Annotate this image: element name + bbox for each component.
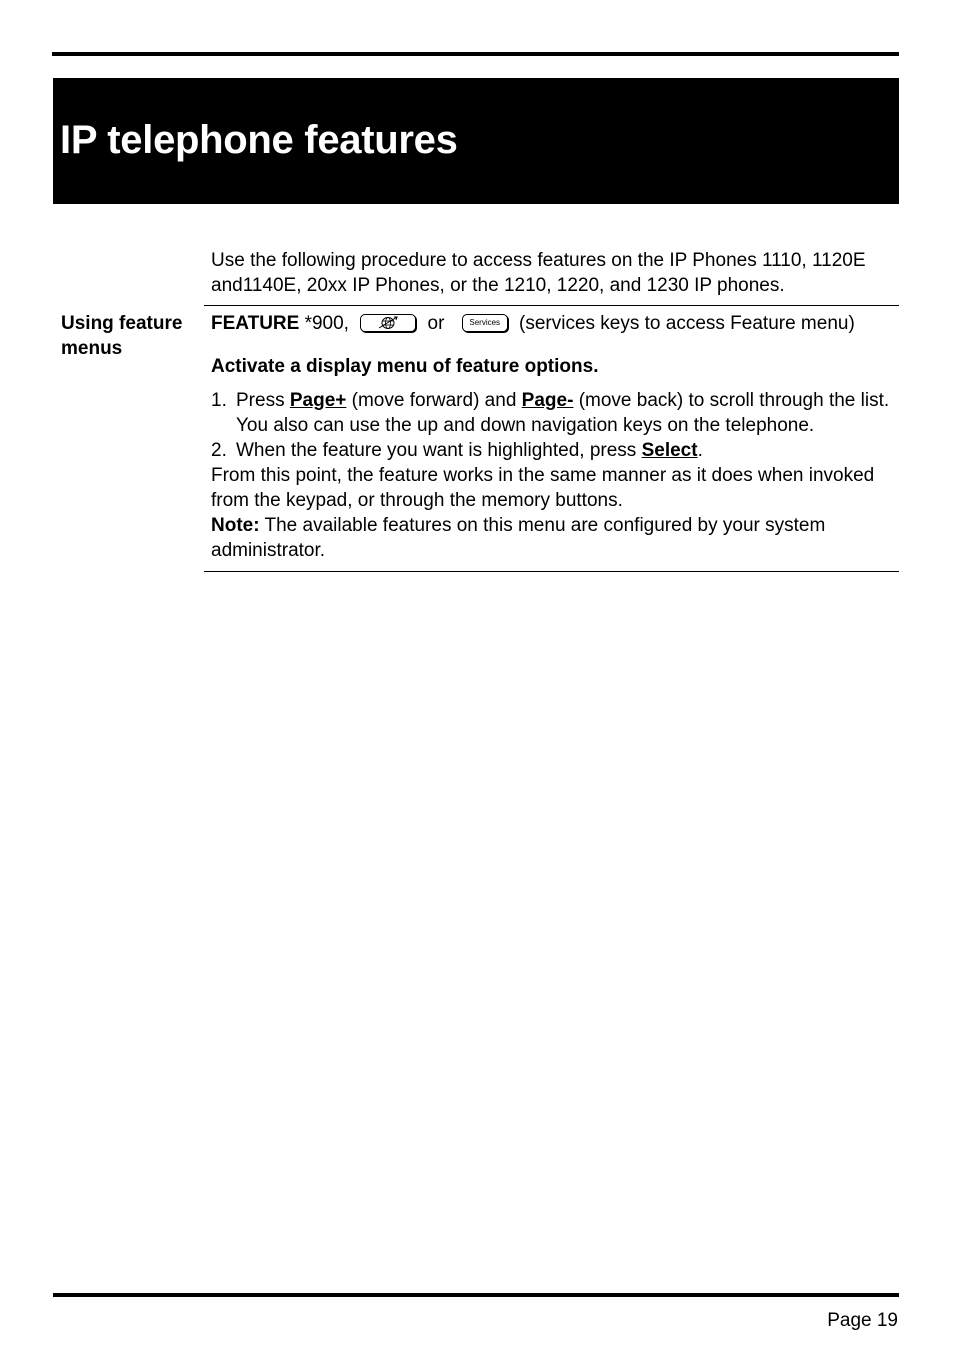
top-rule: [52, 52, 899, 56]
feature-code: *900,: [299, 313, 349, 334]
step-number: 2.: [211, 440, 227, 461]
list-item: [211, 388, 899, 438]
note-text: The available features on this menu are configured by your system administrator.: [211, 515, 826, 561]
section-bottom-rule: [204, 571, 899, 572]
keys-note: (services keys to access Feature menu): [519, 313, 855, 334]
section-top-rule: [204, 305, 899, 306]
step-text: .: [697, 440, 703, 461]
subheading: Activate a display menu of feature options.: [211, 356, 599, 377]
or-text: or: [427, 313, 445, 334]
page-title: IP telephone features: [60, 118, 458, 162]
step-text: (move forward) and: [346, 390, 522, 411]
section-label: Using feature menus: [61, 313, 183, 359]
step-text: Press: [236, 390, 290, 411]
page-number: Page 19: [827, 1310, 898, 1331]
feature-access-line: [211, 311, 899, 336]
note-paragraph: [211, 513, 899, 563]
footer-rule: [53, 1293, 899, 1297]
step-text: (move back) to scroll through the list. You also can use the up and down navigation keys on the telephone.: [236, 390, 890, 436]
page-minus-keyword: Page-: [521, 390, 574, 411]
services-key-label: Services: [469, 317, 501, 327]
intro-paragraph: Use the following procedure to access features on the IP Phones 1110, 1120E and1140E, 20xx IP Phones, or the 1210, 1220, and 1230 IP phones.: [211, 250, 866, 296]
services-key-icon: [462, 314, 508, 332]
list-item: [211, 438, 899, 463]
page-plus-keyword: Page+: [289, 390, 347, 411]
section-content: [211, 311, 899, 563]
step-number: 1.: [211, 390, 227, 411]
globe-key-icon: [360, 314, 416, 332]
select-keyword: Select: [641, 440, 698, 461]
title-band: [53, 78, 899, 204]
step-text: When the feature you want is highlighted, press: [236, 440, 642, 461]
note-label: Note:: [211, 515, 260, 536]
after-paragraph: From this point, the feature works in the same manner as it does when invoked from the keypad, or through the memory buttons.: [211, 465, 875, 511]
feature-keyword: FEATURE: [211, 313, 300, 334]
steps-list: [211, 388, 899, 463]
